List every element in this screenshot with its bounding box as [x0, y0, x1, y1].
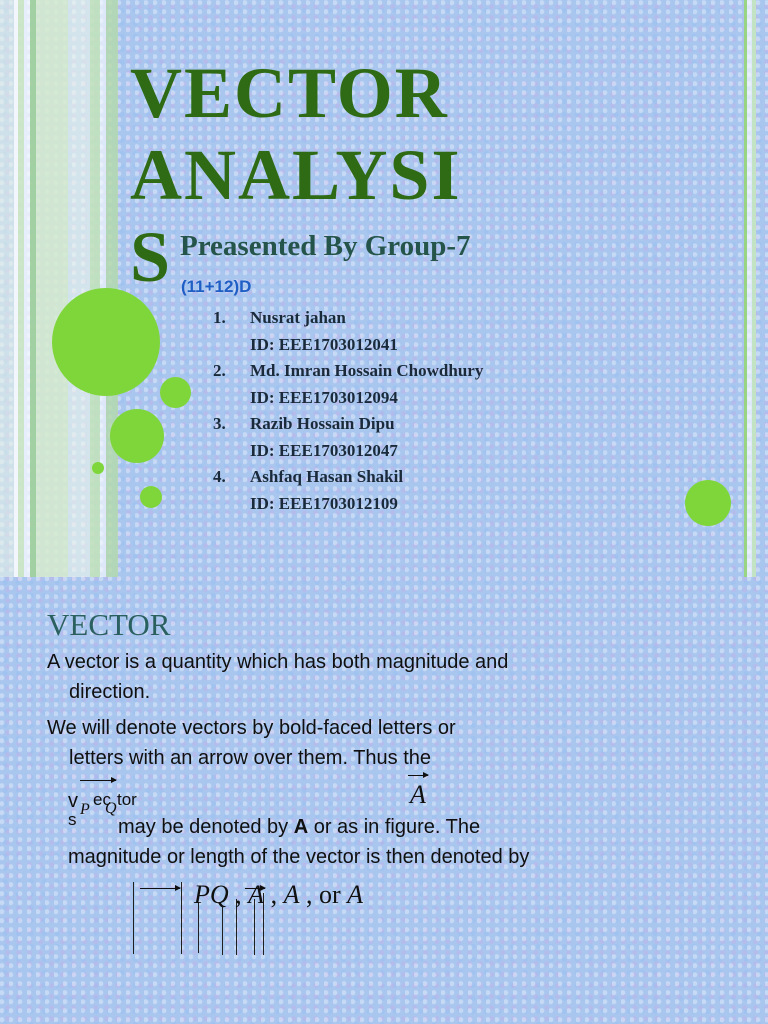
point-p: P — [80, 801, 90, 818]
pq-magnitude-arrow — [140, 888, 180, 889]
section-heading: VECTOR — [47, 607, 171, 642]
list-item — [213, 411, 483, 464]
title-line-3: S — [130, 217, 173, 297]
list-item — [213, 305, 483, 358]
formula-a2: A — [283, 880, 300, 909]
right-decorative-stripes — [734, 0, 768, 577]
notation-paragraph — [47, 713, 667, 773]
section-label: (11+12)D — [181, 277, 252, 296]
presenter-subtitle: Preasented By Group-7 — [180, 230, 471, 262]
notation-line-2: letters with an arrow over them. Thus the — [69, 747, 432, 769]
abs-bar — [133, 882, 134, 954]
point-q: Q — [105, 800, 117, 817]
list-number: 3. — [213, 414, 226, 433]
member-id: ID: EEE1703012109 — [250, 493, 398, 513]
vector-definition-slide — [0, 577, 768, 1024]
right-green-circle — [685, 480, 731, 526]
tiny-green-dot — [92, 462, 104, 474]
member-name: Ashfaq Hasan Shakil — [250, 467, 404, 486]
member-list — [213, 305, 483, 517]
small-green-circle — [160, 377, 191, 408]
member-id: ID: EEE1703012094 — [250, 387, 398, 407]
notation-line-4: magnitude or length of the vector is then denoted by — [68, 846, 530, 868]
word-fragment-ec: ec — [93, 790, 111, 809]
vector-a-arrow — [408, 775, 428, 776]
list-number: 2. — [213, 361, 226, 380]
title-line-1: VECTOR — [130, 53, 449, 133]
definition-line-2: direction. — [69, 681, 151, 703]
member-name: Razib Hossain Dipu — [250, 414, 395, 433]
member-name: Nusrat jahan — [250, 308, 346, 327]
word-fragment-v: v — [68, 790, 78, 812]
abs-bar — [222, 907, 223, 955]
abs-bar — [198, 903, 199, 953]
list-item — [213, 358, 483, 411]
definition-paragraph — [47, 647, 667, 707]
large-green-circle — [52, 288, 160, 396]
formula-a3: A — [347, 880, 364, 909]
notation-line-3: may be denoted by A or as in figure. The — [118, 816, 481, 838]
definition-line-1: A vector is a quantity which has both magnitude and — [47, 651, 509, 673]
formula-a1: A — [248, 880, 265, 909]
word-fragment-tor: tor — [117, 790, 137, 809]
small-green-circle-lower — [140, 486, 162, 508]
magnitude-formula: PQ , A , A , or A — [194, 880, 364, 909]
pq-arrow — [80, 780, 116, 781]
member-name: Md. Imran Hossain Chowdhury — [250, 361, 484, 380]
formula-pq: PQ — [194, 880, 229, 909]
list-number: 4. — [213, 467, 226, 486]
notation-line-1: We will denote vectors by bold-faced letters or — [47, 717, 456, 739]
abs-bar — [181, 882, 182, 954]
list-item — [213, 464, 483, 517]
member-id: ID: EEE1703012041 — [250, 334, 398, 354]
list-number: 1. — [213, 308, 226, 327]
title-line-2: ANALYSI — [130, 135, 462, 215]
medium-green-circle — [110, 409, 164, 463]
member-id: ID: EEE1703012047 — [250, 440, 398, 460]
word-fragment-s: s — [68, 810, 77, 829]
vector-symbol-a: A — [410, 780, 426, 809]
